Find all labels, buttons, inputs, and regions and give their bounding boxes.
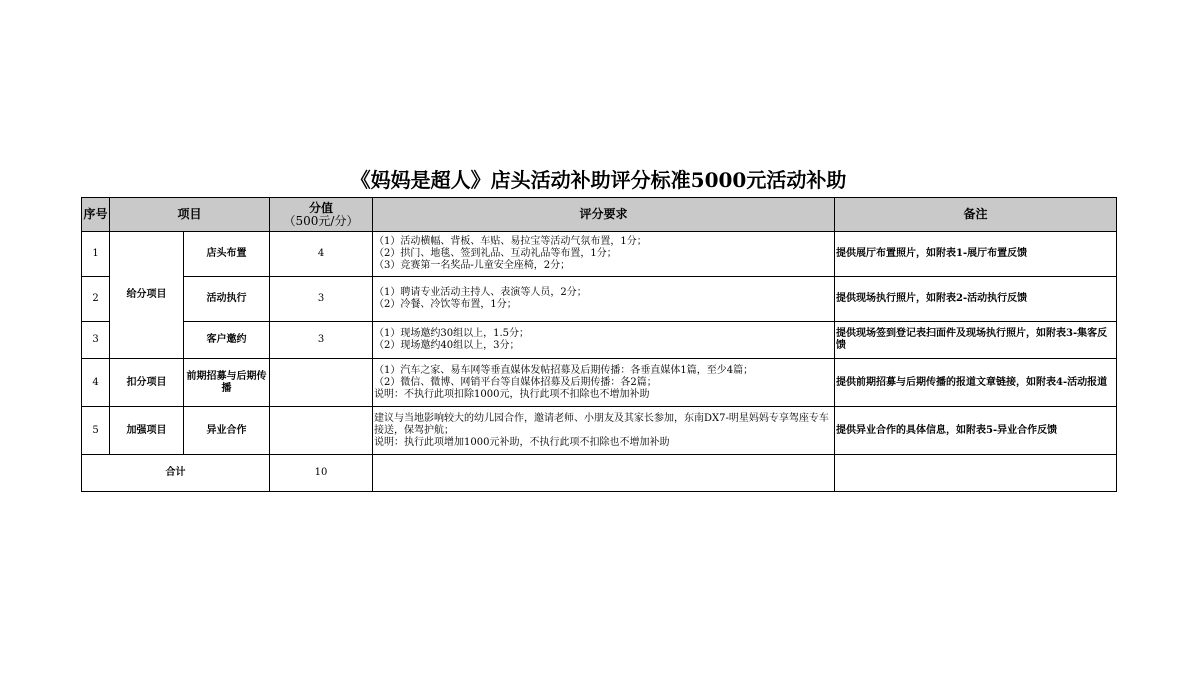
requirement-line: （2）拱门、地毯、签到礼品、互动礼品等布置，1分； — [374, 248, 617, 259]
score-sheet — [81, 164, 1116, 492]
row-seq: 1 — [82, 232, 110, 277]
requirement-line: （2）现场邀约40组以上，3分； — [374, 340, 520, 351]
row-score — [270, 407, 373, 455]
requirement-line: （1）汽车之家、易车网等垂直媒体发帖招募及后期传播：各垂直媒体1篇，至少4篇； — [374, 364, 754, 376]
header-score-unit: （500元/分） — [283, 213, 359, 228]
requirement-line: （1）活动横幅、背板、车贴、易拉宝等活动气氛布置，1分； — [374, 236, 647, 247]
header-remarks: 备注 — [835, 198, 1117, 232]
group-extra: 加强项目 — [110, 407, 184, 455]
table-row — [82, 277, 1117, 322]
table-row — [82, 232, 1117, 277]
requirement-line: 说明：执行此项增加1000元补助，不执行此项不扣除也不增加补助 — [374, 436, 670, 448]
header-seq: 序号 — [82, 198, 110, 232]
row-sub-item — [184, 359, 270, 407]
row-remark — [835, 359, 1117, 407]
requirement-line: （2）冷餐、冷饮等布置，1分； — [374, 299, 517, 310]
group-deduct: 扣分项目 — [110, 359, 184, 407]
row-remark: 提供现场执行照片，如附表2-活动执行反馈 — [835, 277, 1117, 322]
row-sub-item: 客户邀约 — [184, 322, 270, 359]
row-requirements — [373, 407, 835, 455]
scoring-table — [81, 197, 1117, 492]
requirement-line: （2）微信、微博、网销平台等自媒体招募及后期传播：各2篇； — [374, 376, 657, 388]
requirement-line: （1）聘请专业活动主持人、表演等人员，2分； — [374, 287, 587, 298]
header-row — [82, 198, 1117, 232]
requirement-line: （1）现场邀约30组以上，1.5分； — [374, 328, 530, 339]
total-row — [82, 455, 1117, 492]
table-row — [82, 407, 1117, 455]
row-sub-item: 活动执行 — [184, 277, 270, 322]
total-label: 合计 — [82, 455, 270, 492]
header-item: 项目 — [110, 198, 270, 232]
row-score: 3 — [270, 322, 373, 359]
row-sub-item: 异业合作 — [184, 407, 270, 455]
row-requirements — [373, 322, 835, 359]
row-seq: 3 — [82, 322, 110, 359]
row-remark-text: 提供前期招募与后期传播的报道文章链接，如附表4-活动报道 — [836, 376, 1108, 388]
row-requirements — [373, 359, 835, 407]
row-seq: 4 — [82, 359, 110, 407]
requirement-line: （3）竞赛第一名奖品-儿童安全座椅，2分； — [374, 260, 571, 271]
header-score-label: 分值 — [309, 200, 334, 215]
requirement-line: 说明：不执行此项扣除1000元，执行此项不扣除也不增加补助 — [374, 388, 650, 400]
row-remark — [835, 322, 1117, 359]
row-requirements — [373, 232, 835, 277]
row-score: 4 — [270, 232, 373, 277]
row-remark: 提供展厅布置照片，如附表1-展厅布置反馈 — [835, 232, 1117, 277]
row-score — [270, 359, 373, 407]
row-sub-item: 店头布置 — [184, 232, 270, 277]
total-requirements-empty — [373, 455, 835, 492]
row-remark: 提供异业合作的具体信息，如附表5-异业合作反馈 — [835, 407, 1117, 455]
row-seq: 2 — [82, 277, 110, 322]
table-row — [82, 359, 1117, 407]
header-score — [270, 198, 373, 232]
row-requirements — [373, 277, 835, 322]
total-score: 10 — [270, 455, 373, 492]
requirement-line: 建议与当地影响较大的幼儿园合作，邀请老师、小朋友及其家长参加，东南DX7-明星妈妈专享驾座专车接送，保驾护航； — [374, 412, 829, 436]
row-score: 3 — [270, 277, 373, 322]
row-remark-text: 提供现场签到登记表扫面件及现场执行照片，如附表3-集客反馈 — [836, 328, 1108, 351]
row-seq: 5 — [82, 407, 110, 455]
table-row — [82, 322, 1117, 359]
header-requirements: 评分要求 — [373, 198, 835, 232]
total-remark-empty — [835, 455, 1117, 492]
page-title: 《妈妈是超人》店头活动补助评分标准5000元活动补助 — [350, 168, 847, 192]
group-bonus: 给分项目 — [110, 232, 184, 359]
row-sub-item-text: 前期招募与后期传播 — [186, 370, 267, 394]
